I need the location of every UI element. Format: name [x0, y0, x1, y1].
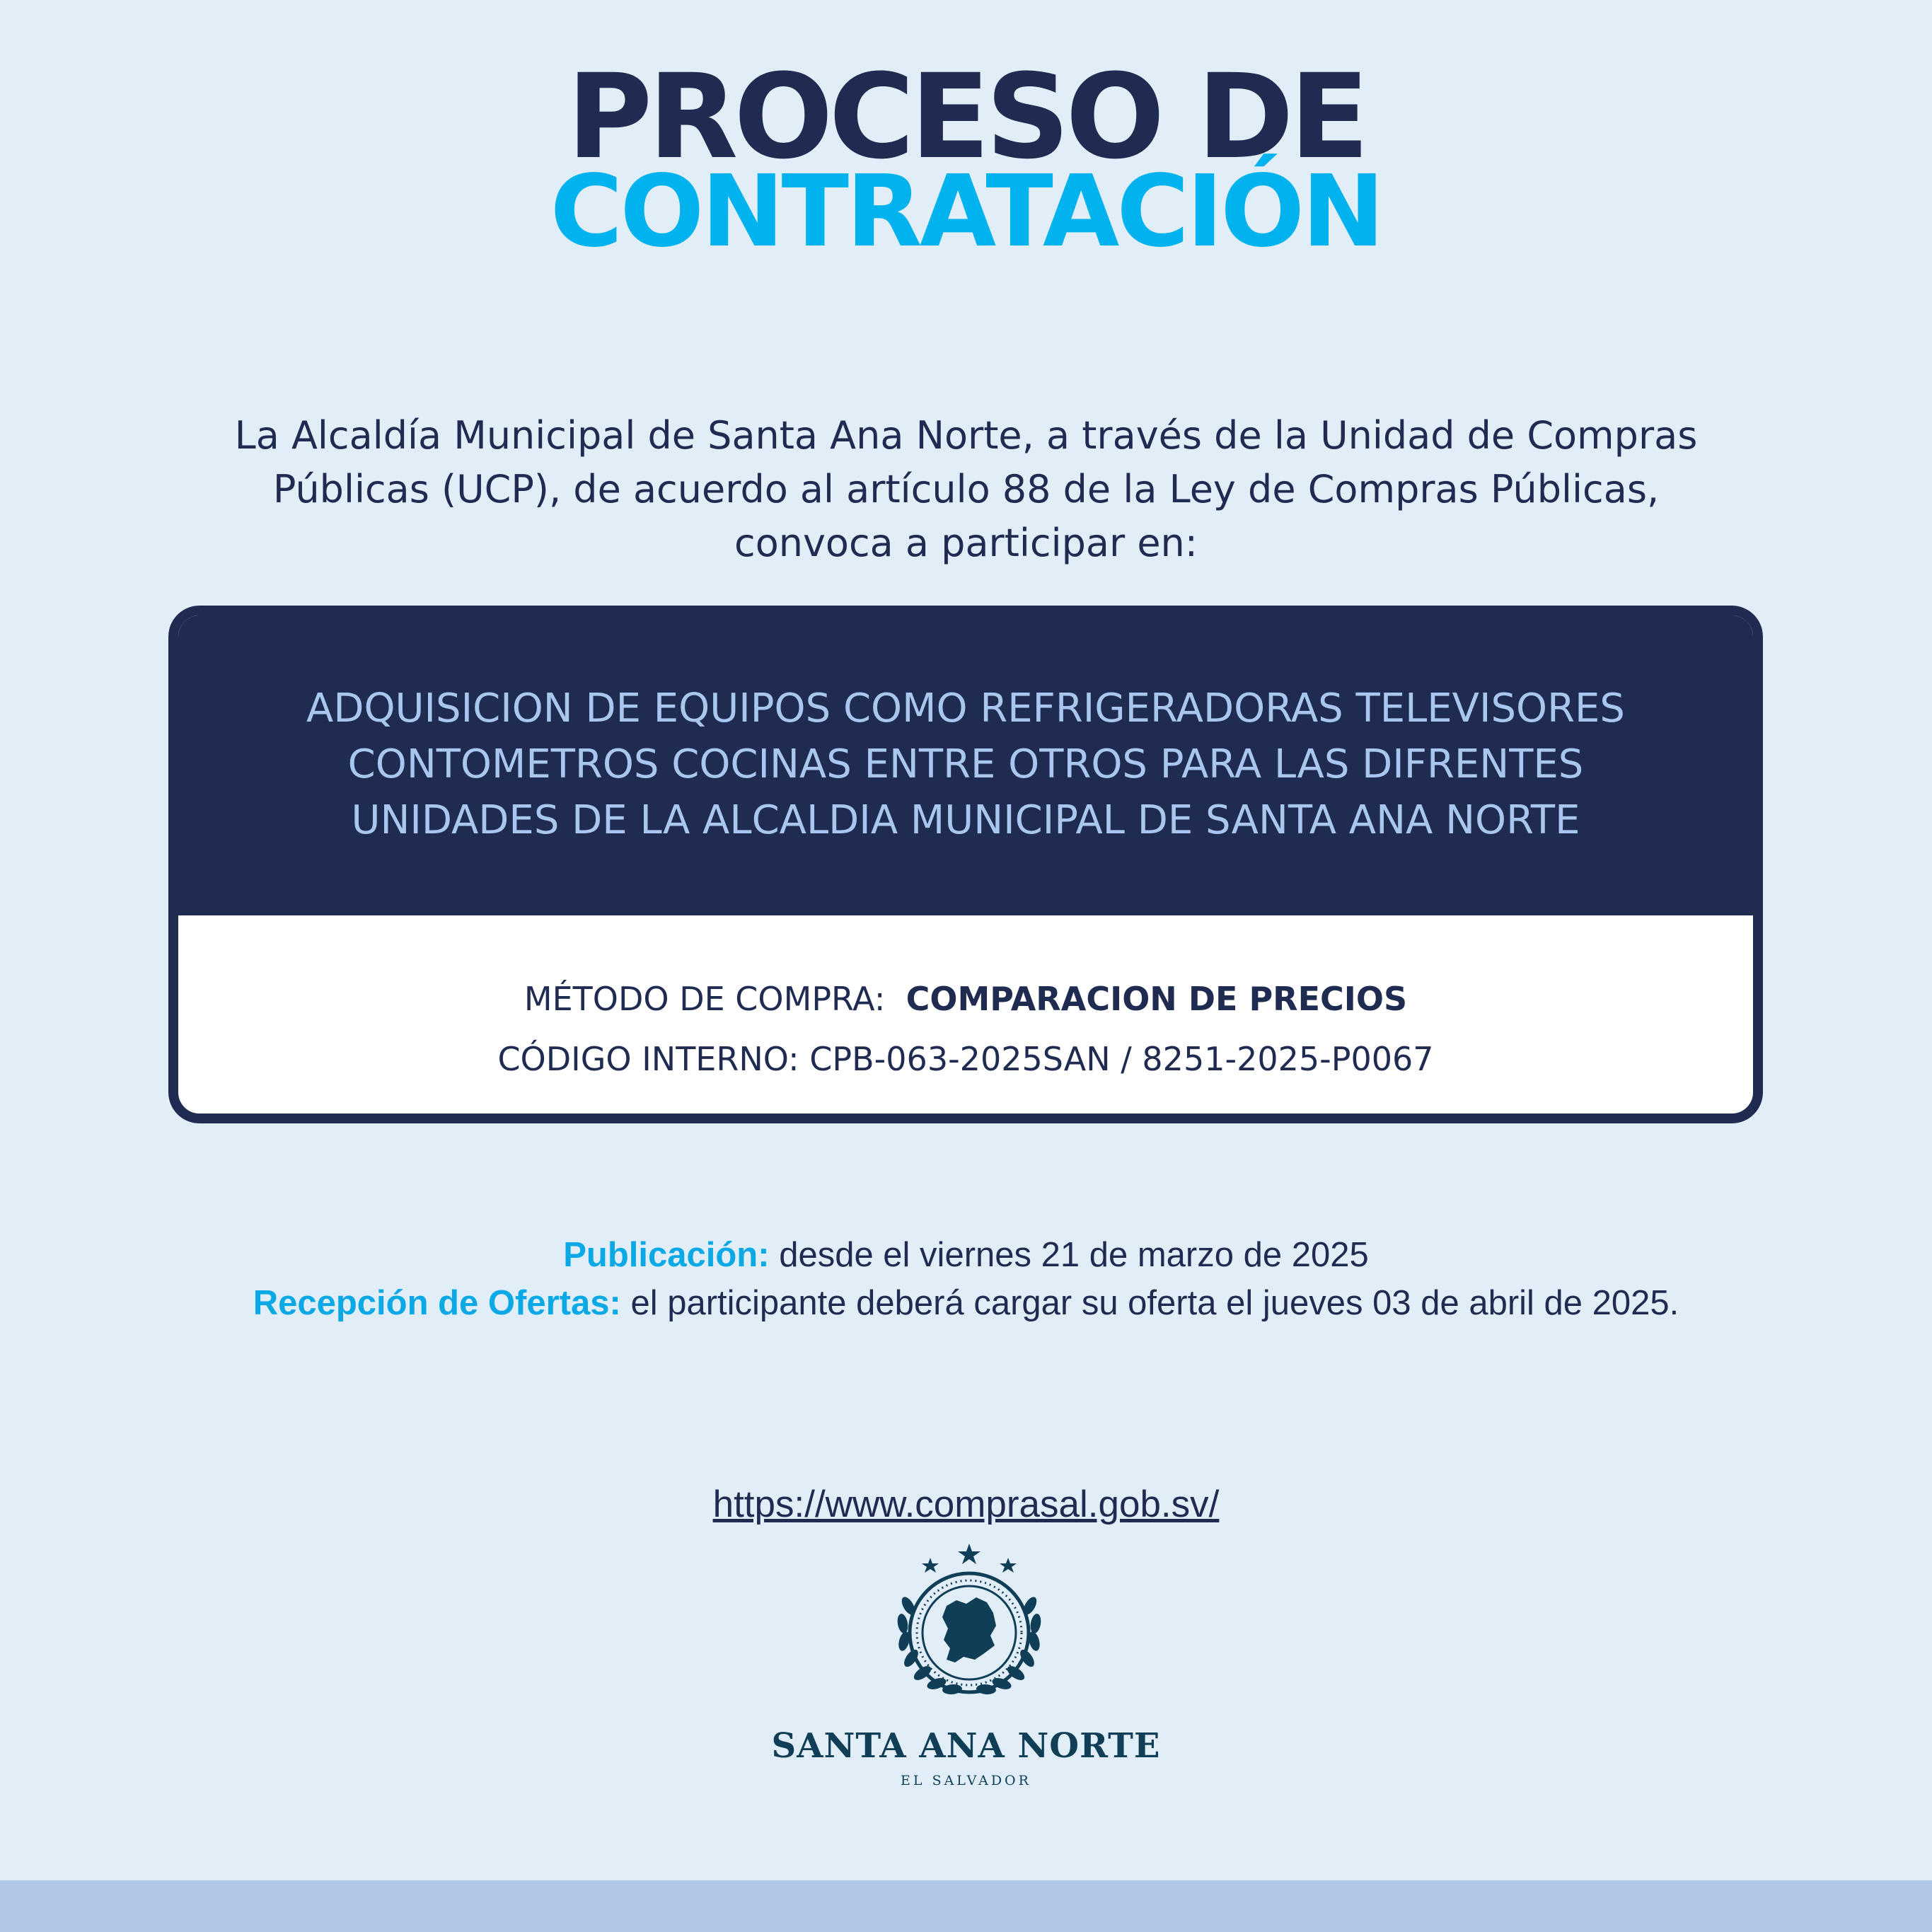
publication-line — [0, 1231, 1932, 1279]
process-card-header — [178, 615, 1753, 915]
purchase-method-label: MÉTODO DE COMPRA: — [524, 980, 886, 1018]
comprasal-link[interactable]: https://www.comprasal.gob.sv/ — [712, 1483, 1220, 1525]
publication-label: Publicación: — [563, 1236, 770, 1274]
internal-code-value: CPB-063-2025SAN / 8251-2025-P0067 — [809, 1040, 1434, 1078]
internal-code-label: CÓDIGO INTERNO: — [497, 1040, 799, 1078]
logo-name: SANTA ANA NORTE — [771, 1726, 1161, 1766]
purchase-method-line — [178, 978, 1753, 1020]
purchase-method-value: COMPARACION DE PRECIOS — [906, 980, 1408, 1018]
municipal-seal-icon — [863, 1535, 1075, 1726]
publication-text: desde el viernes 21 de marzo de 2025 — [779, 1236, 1369, 1274]
intro-paragraph: La Alcaldía Municipal de Santa Ana Norte, a través de la Unidad de Compras Públicas (UCP), de acuerdo al artículo 88 de la Ley de Compras Públicas, convoca a participar en: — [234, 413, 1698, 565]
reception-line — [0, 1279, 1932, 1327]
reception-text: el participante deberá cargar su oferta el jueves 03 de abril de 2025. — [630, 1284, 1679, 1322]
process-card — [168, 606, 1763, 1123]
logo-subtitle: EL SALVADOR — [901, 1773, 1031, 1788]
internal-code-line — [178, 1038, 1753, 1080]
reception-label: Recepción de Ofertas: — [253, 1284, 621, 1322]
page-title-line2: CONTRATACIÓN — [550, 154, 1382, 270]
bottom-bar — [0, 1880, 1932, 1932]
page-title-line1: PROCESO DE — [567, 49, 1365, 185]
process-title: ADQUISICION DE EQUIPOS COMO REFRIGERADORAS TELEVISORES CONTOMETROS COCINAS ENTRE OTROS PARA LAS DIFRENTES UNIDADES DE LA ALCALDIA MUNICIPAL DE SANTA ANA NORTE — [306, 685, 1625, 843]
